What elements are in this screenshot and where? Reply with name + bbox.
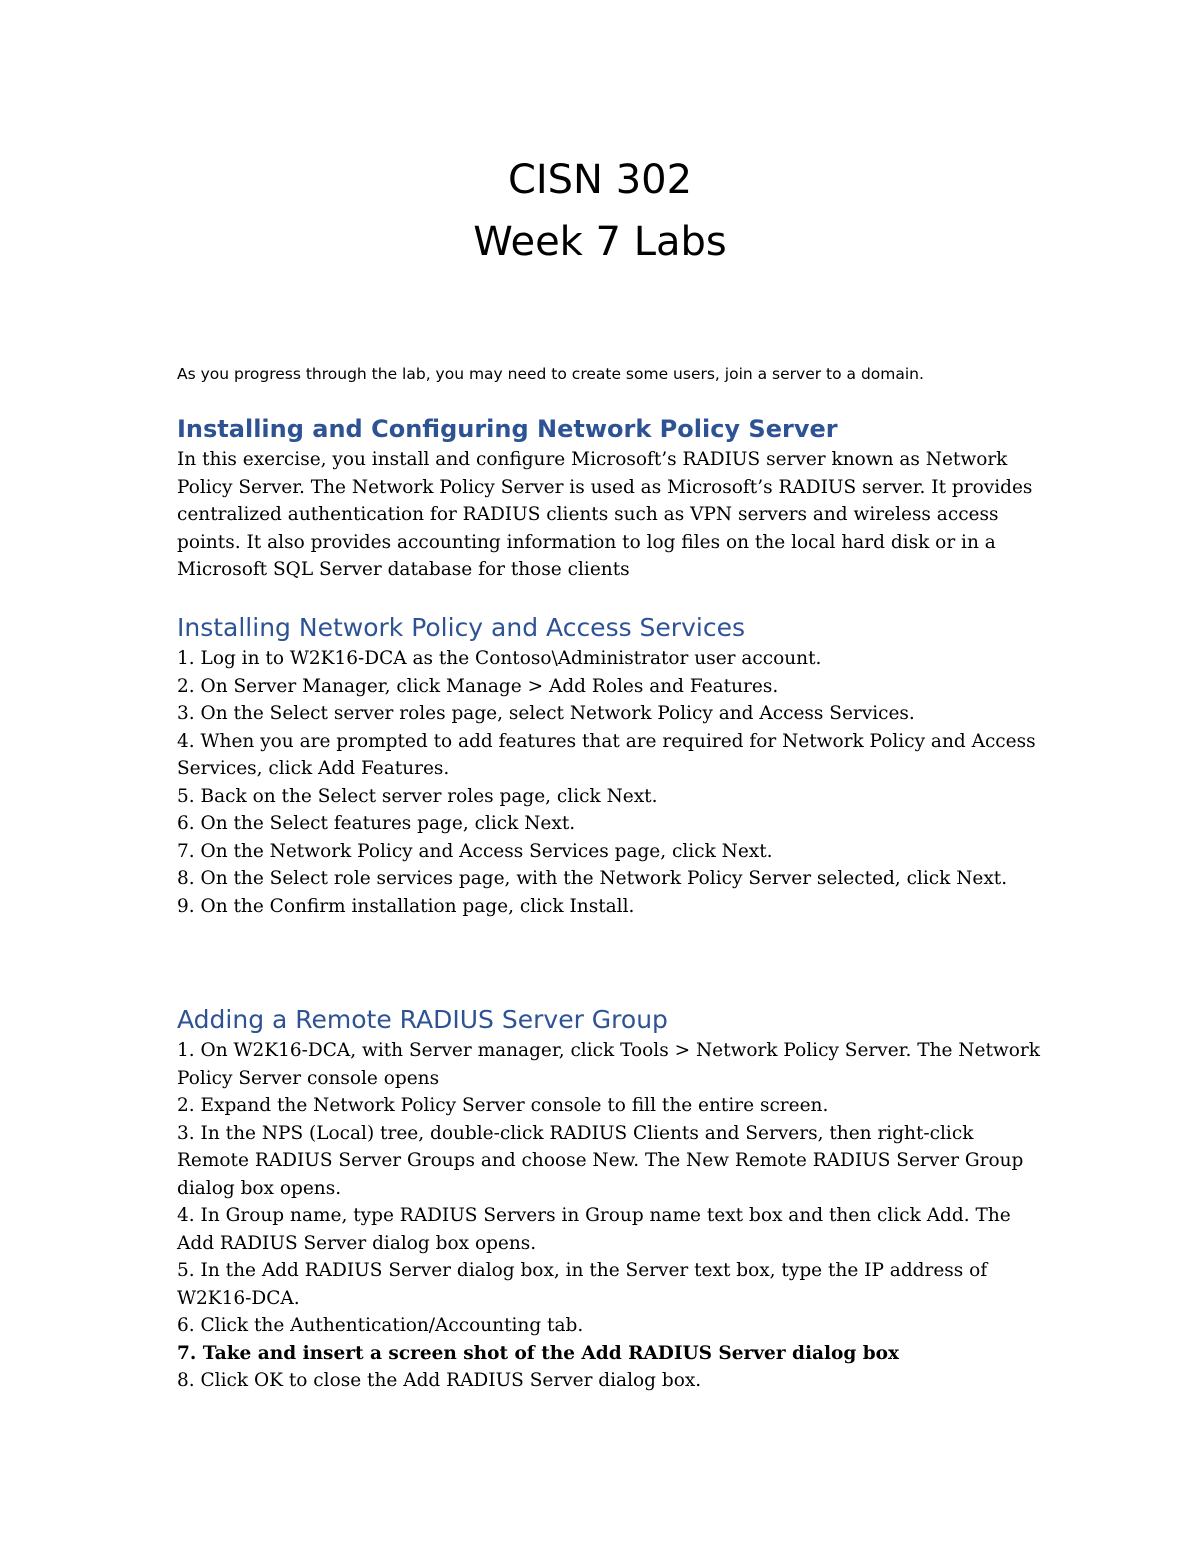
section-heading: Installing Network Policy and Access Services [177, 613, 745, 642]
list-item: 1. On W2K16-DCA, with Server manager, click Tools > Network Policy Server. The Network Policy Server console opens [177, 1040, 1040, 1089]
steps-list [177, 645, 1047, 920]
list-item-emphasized: 7. Take and insert a screen shot of the Add RADIUS Server dialog box [177, 1342, 900, 1364]
section-configuring-nps [177, 414, 1047, 584]
list-item: 8. Click OK to close the Add RADIUS Server dialog box. [177, 1370, 702, 1392]
list-item: 3. In the NPS (Local) tree, double-click RADIUS Clients and Servers, then right-click Remote RADIUS Server Groups and choose New. The New Remote RADIUS Server Group dialog box opens. [177, 1122, 1024, 1199]
list-item: 6. On the Select features page, click Next. [177, 813, 576, 835]
list-item: 9. On the Confirm installation page, click Install. [177, 895, 635, 917]
list-item: 8. On the Select role services page, with the Network Policy Server selected, click Next. [177, 868, 1008, 890]
section-heading: Adding a Remote RADIUS Server Group [177, 1005, 668, 1034]
section-remote-radius-group [177, 1004, 1047, 1395]
intro-paragraph: As you progress through the lab, you may need to create some users, join a server to a domain. [177, 365, 924, 383]
section-heading: Installing and Configuring Network Policy Server [177, 415, 838, 443]
list-item: 3. On the Select server roles page, select Network Policy and Access Services. [177, 703, 915, 725]
steps-list [177, 1037, 1047, 1395]
list-item: 4. When you are prompted to add features that are required for Network Policy and Access Services, click Add Features. [177, 730, 1036, 780]
section-paragraph: In this exercise, you install and configure Microsoft’s RADIUS server known as Network Policy Server. The Network Policy Server is used as Microsoft’s RADIUS server. It provides centralized authentication for RADIUS clients such as VPN servers and wireless access points. It also provides accounting information to log files on the local hard disk or in a Microsoft SQL Server database for those clients [177, 449, 1033, 580]
document-title-course: CISN 302 [507, 157, 693, 203]
list-item: 7. On the Network Policy and Access Services page, click Next. [177, 840, 773, 862]
list-item: 2. On Server Manager, click Manage > Add Roles and Features. [177, 675, 779, 697]
section-installing-npas [177, 612, 1047, 920]
list-item: 5. Back on the Select server roles page, click Next. [177, 785, 658, 807]
list-item: 2. Expand the Network Policy Server console to fill the entire screen. [177, 1095, 829, 1117]
list-item: 5. In the Add RADIUS Server dialog box, in the Server text box, type the IP address of W2K16-DCA. [177, 1260, 988, 1309]
list-item: 4. In Group name, type RADIUS Servers in Group name text box and then click Add. The Add RADIUS Server dialog box opens. [177, 1205, 1011, 1254]
list-item: 6. Click the Authentication/Accounting tab. [177, 1315, 584, 1337]
list-item: 1. Log in to W2K16-DCA as the Contoso\Administrator user account. [177, 648, 822, 670]
document-title-week: Week 7 Labs [473, 219, 727, 265]
